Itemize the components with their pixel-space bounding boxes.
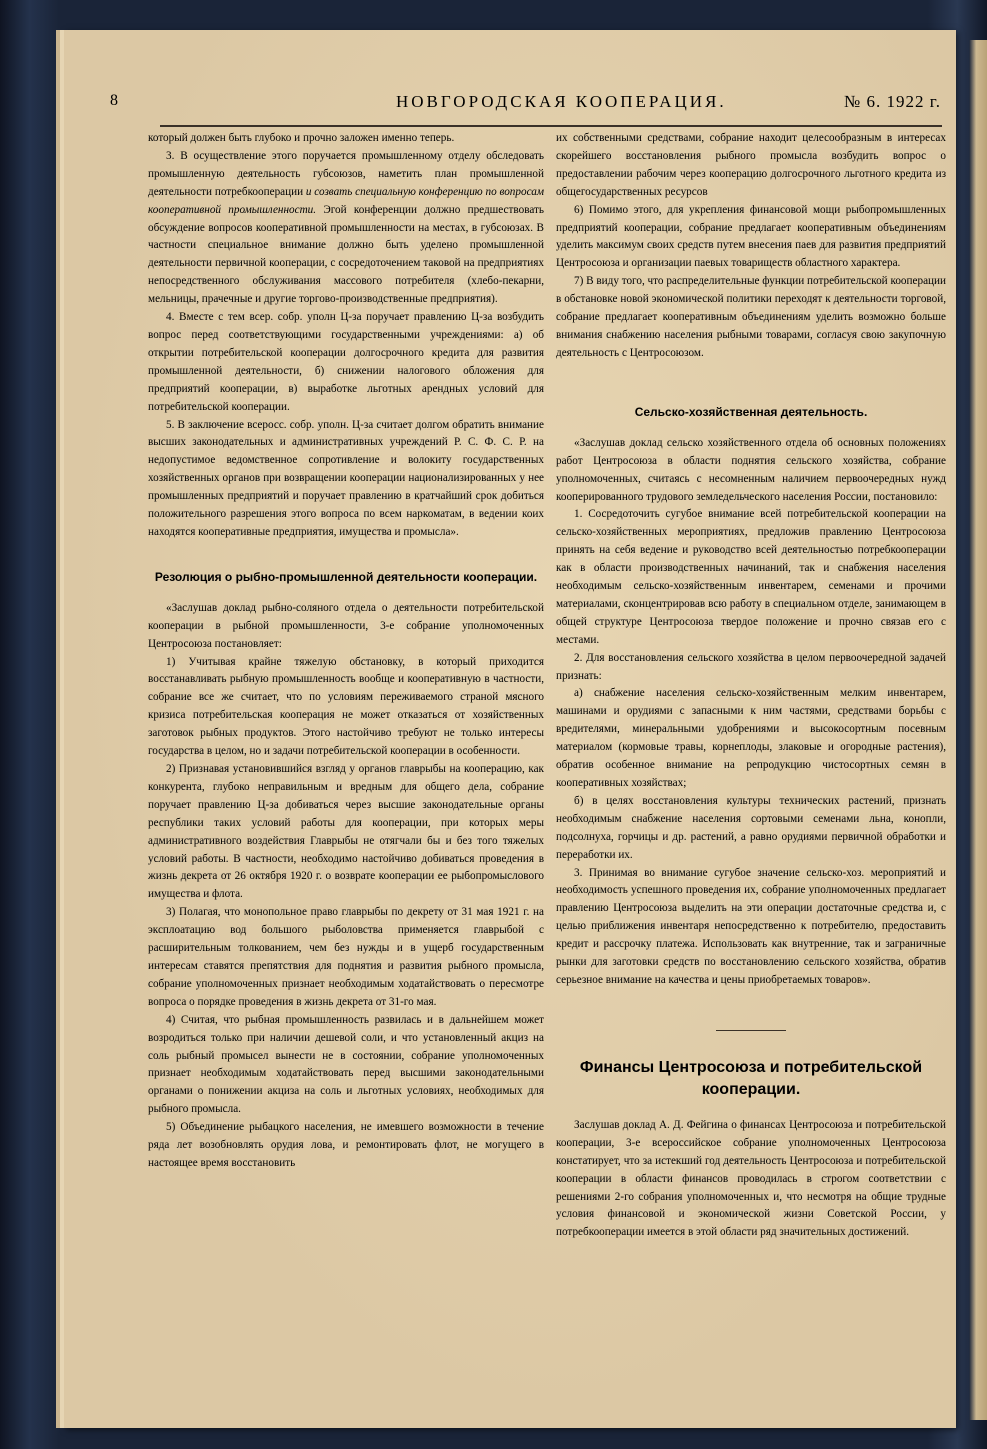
fish-point-2: 2) Признавая установившийся взгляд у органов главрыбы на кооперацию, как конкурента, глубоко неправильным и вредным для общего дела, собрание поручает правлению Ц-за добиваться через высшие законодательные органы республики таких условий работы для кооперации, при которых меры административного воздействия Главрыбы не отягчали бы и без того тяжелых условий работы. В частности, необходимо настойчиво добиваться проведения в жизнь декрета от 26 октября 1920 г. о возврате кооперации ее рыбопромыслового имущества и флота. xyxy=(148,763,544,901)
page-number: 8 xyxy=(110,92,120,109)
left-column xyxy=(148,130,544,1173)
adjacent-page-edge xyxy=(969,40,987,1420)
right-column xyxy=(556,130,946,1242)
fish-point-1: 1) Учитывая крайне тяжелую обстановку, в который приходится восстанавливать рыбную промышленность вообще и кооперативную в частности, собрание все же считает, что по условиям переживаемого страной мясного кризиса потребительская кооперация не может отказаться от хозяйственных заготовок рыбных продуктов. Этого настойчиво требуют не только интересы государства в целом, но и задачи потребительской кооперации в особенности. xyxy=(148,655,544,758)
paragraph-3-text: 3. В осуществление этого поручается промышленному отделу обследовать промышленную деятельность губсоюзов, наметить план промышленной деятельности потребкооперации xyxy=(148,149,544,198)
fish-intro: «Заслушав доклад рыбно-соляного отдела о деятельности потребительской кооперации в рыбной промышленности, 3-е собрание уполномоченных Центросоюза постановляет: xyxy=(148,601,544,650)
fish-point-4: 4) Считая, что рыбная промышленность развилась и в дальнейшем может возродиться только при наличии дешевой соли, и что установленный акциз на соль рыбный промысел вынести не в состоянии, собрание уполномоченных признает необходимым ходатайствовать перед высшими законодательными органами о понижении акциза на соль и льготных условиях, необходимых для рыбного промысла. xyxy=(148,1013,544,1116)
fish-point-6: 6) Помимо этого, для укрепления финансовой мощи рыбопромышленных предприятий кооперации, собрание предлагает кооперативным объединениям уделить максимум своих средств путем внесения паев для развития предприятий Центросоюза и организации паевых товариществ областного характера. xyxy=(556,203,946,270)
fish-point-3: 3) Полагая, что монопольное право главрыбы по декрету от 31 мая 1921 г. на эксплоатацию вод большого рыболовства применяется главрыбой с расширительным толкованием, чем без нужды и в ущерб государственным интересам ставятся препятствия для поднятия и развития рыбного промысла, собрание уполномоченных признает необходимым ходатайствовать о пересмотре вопроса о порядке проведения в жизнь декрета от 31-го мая. xyxy=(148,906,544,1008)
fish-point-7: 7) В виду того, что распределительные функции потребительской кооперации в обстановке новой экономической политики переходят к деятельности торговой, собрание предлагает кооперативным объединениям уделить возможно больше внимания снабжению населения рыбными товарами, согласуя свою закупочную деятельность с Центросоюзом. xyxy=(556,275,946,359)
newspaper-title: НОВГОРОДСКАЯ КООПЕРАЦИЯ. xyxy=(396,92,727,111)
agri-point-1: 1. Сосредоточить сугубое внимание всей потребительской кооперации на сельско-хозяйственных мероприятиях, предложив правлению Центросоюза принять на себя ведение и руководство всей деятельностью потребкооперации как в области производственных начинаний, так и снабжения населения необходимым сельско-хозяйственным инвентарем, семенами и прочими материалами, сконцентрировав всю работу в специальном отделе, занимающем в общей структуре Центросоюза твердое положение и прочно связав его с местами. xyxy=(556,508,946,646)
agri-point-2a: а) снабжение населения сельско-хозяйственным мелким инвентарем, машинами и орудиями с запасными к ним частями, средствами борьбы с вредителями, минеральными удобрениями и высокосортным посевным материалом (кормовые травы, корнеплоды, злаковые и огородные растения), обратив особенное внимание на репродукцию чистосортных семян в кооперативных хозяйствах; xyxy=(556,687,946,789)
paragraph-3-emphasis: и созвать специальную конференцию по вопросам кооперативной промышленности. xyxy=(148,185,544,216)
heading-finances: Финансы Центросоюза и потребительской кооперации. xyxy=(579,1058,923,1098)
agri-intro: «Заслушав доклад сельско хозяйственного отдела об основных положениях работ Центросоюза в области поднятия сельского хозяйства, собрание уполномоченных, считаясь с несомненным наличием первоочередных нужд кооперированного трудового земледельческого населения России, постановило: xyxy=(556,436,946,503)
heading-agriculture: Сельско-хозяйственная деятельность. xyxy=(634,404,868,419)
issue-number: № 6. 1922 г. xyxy=(843,92,941,111)
fish-point-5: 5) Объединение рыбацкого населения, не имевшего возможности в течение ряда лет возобновлять орудия лова, и ремонтировать флот, не могущего в настоящее время восстановить xyxy=(148,1121,544,1169)
agri-point-3: 3. Принимая во внимание сугубое значение сельско-хоз. мероприятий и необходимость успешного проведения их, собрание уполномоченных предлагает правлению Центросоюза выделить на эти операции достаточные средства и, с целью приближения инвентаря непосредственно к потребителю, предоставить кредит и рассрочку платежа. Использовать как внутренние, так и заграничные рынки для заготовки средств по восстановлению сельского хозяйства, обратив серьезное внимание на качества и цены приобретаемых товаров». xyxy=(556,866,946,986)
agri-point-2b: б) в целях восстановления культуры технических растений, признать необходимым снабжение населения сортовыми семенами льна, конопли, подсолнуха, горчицы и др. растений, а равно орудиями первичной обработки и переработки их. xyxy=(556,794,946,861)
fish-continuation: их собственными средствами, собрание находит целесообразным в интересах скорейшего восстановления рыбного промысла возбудить вопрос о предоставлении рабочим через кооперацию долгосрочного льготного кредита из общегосударственных ресурсов xyxy=(556,132,946,198)
paragraph-3 xyxy=(148,148,544,309)
paragraph: который должен быть глубоко и прочно заложен именно теперь. xyxy=(148,132,455,144)
paragraph-4: 4. Вместе с тем всер. собр. уполн Ц-за поручает правлению Ц-за возбудить вопрос перед соответствующими государственными учреждениями: а) об открытии потребительской кооперации долгосрочного кредита для развития промышленной деятельности, б) снижении налогового обложения для предприятий кооперации, в) выработке льготных арендных условий для потребительской кооперации. xyxy=(148,311,544,413)
header-rule xyxy=(160,125,942,127)
paragraph-5: 5. В заключение всеросс. собр. уполн. Ц-за считает долгом обратить внимание высших законодательных и административных учреждений Р. С. Ф. С. Р. на недопустимое ведомственное сопротивление и волокиту государственных хозяйственных органов при возвращении кооперации национализированных у нее промышленных предприятий и поручает правлению в кратчайший срок добиться положительного разрешения этого вопроса по всем наркоматам, в ведении коих находятся кооперативные предприятия, имущества и промысла». xyxy=(148,418,544,538)
paragraph-3-text-end: Эгой конференции должно предшествовать обсуждение вопросов кооперативной промышленности на местах, в губсоюзах. В частности специальное внимание должно быть уделено промышленной деятельности первичной кооперации, с сосредоточением таковой на предприятиях непосредственного обслуживания массового потребителя (хлебо-пекарни, мельницы, прачечные и другие торгово-производственные предприятия). xyxy=(148,203,544,306)
section-divider xyxy=(716,1030,786,1031)
heading-fish-resolution: Резолюция о рыбно-промышленной деятельности кооперации. xyxy=(154,569,538,584)
finance-paragraph: Заслушав доклад А. Д. Фейгина о финансах Центросоюза и потребительской кооперации, 3-е всероссийское собрание уполномоченных Центросоюза констатирует, что за истекший год деятельность Центросоюза и потребительской кооперации в области финансов проводилась в строгом соответствии с решениями 2-го собрания уполномоченных и, что несмотря на общие трудные условия финансовой и экономической жизни Советской России, у потребкооперации имеется в этой области ряд значительных достижений. xyxy=(556,1118,946,1239)
page-header xyxy=(96,60,941,111)
agri-point-2: 2. Для восстановления сельского хозяйства в целом первоочередной задачей признать: xyxy=(556,651,946,682)
